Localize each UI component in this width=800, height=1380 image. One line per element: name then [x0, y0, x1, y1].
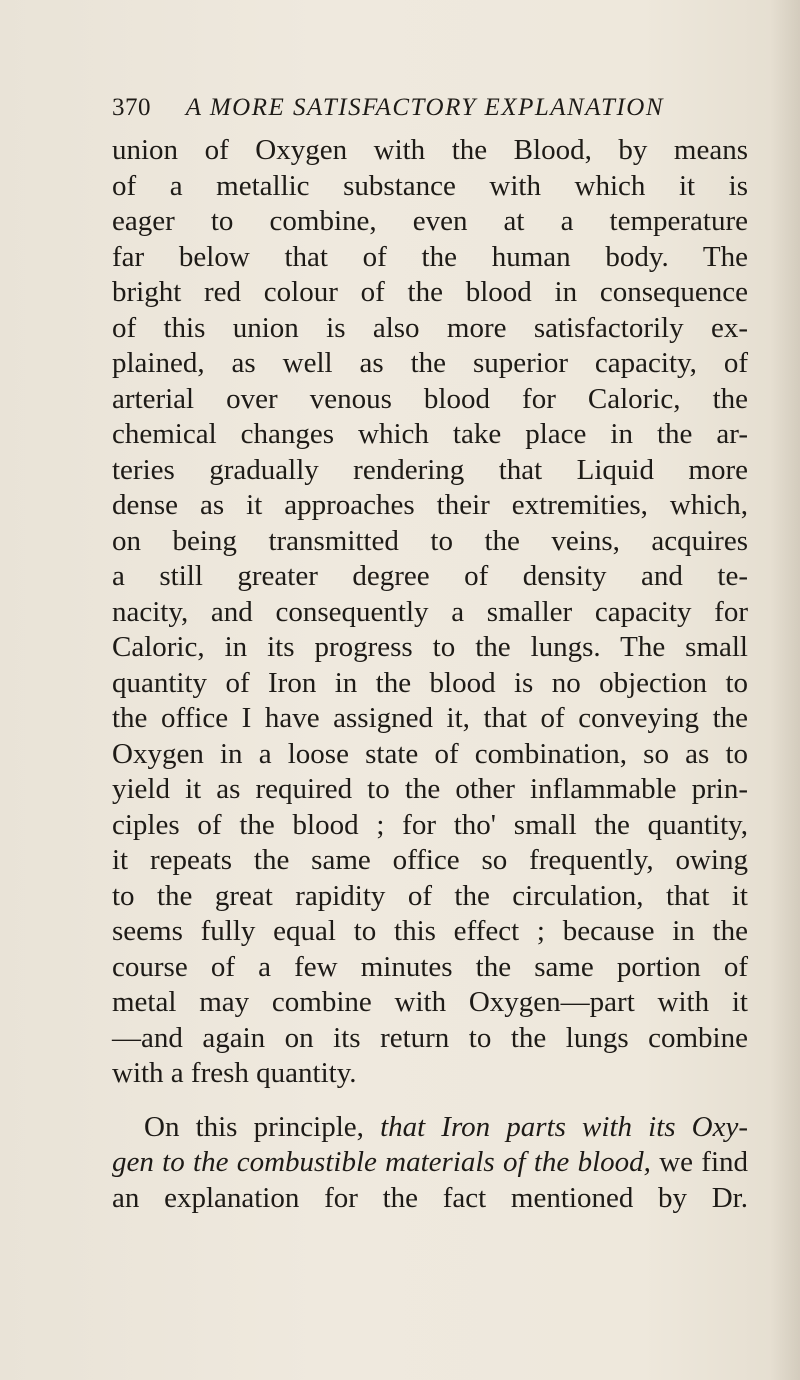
- text-line: to the great rapidity of the circulation, that it: [112, 879, 748, 912]
- page-edge-shadow: [770, 0, 800, 1380]
- text-line: of a metallic substance with which it is: [112, 169, 748, 202]
- text-line: with a fresh quantity.: [112, 1057, 357, 1089]
- text-line: [112, 1110, 748, 1146]
- text-line: it repeats the same office so frequently, owing: [112, 844, 748, 876]
- text-line: of this union is also more satisfactorily ex-: [112, 311, 748, 344]
- paragraph-1: [112, 133, 748, 1092]
- text-line: seems fully equal to this effect ; because in the: [112, 915, 748, 947]
- text-line: union of Oxygen with the Blood, by means: [112, 134, 748, 166]
- text-line: Oxygen in a loose state of combination, so as to: [112, 737, 748, 770]
- text-run: On this principle,: [144, 1110, 364, 1143]
- text-line: the office I have assigned it, that of conveying the: [112, 702, 748, 734]
- text-run: we find: [659, 1146, 749, 1178]
- text-line: plained, as well as the superior capacity, of: [112, 347, 748, 379]
- italic-run: gen to the combustible materials of the blood,: [112, 1146, 651, 1178]
- text-line: dense as it approaches their extremities, which,: [112, 489, 748, 521]
- text-line: far below that of the human body. The: [112, 240, 748, 273]
- text-line: a still greater degree of density and te-: [112, 560, 748, 592]
- text-line: course of a few minutes the same portion of: [112, 950, 748, 983]
- page-number: 370: [112, 94, 151, 121]
- text-line: metal may combine with Oxygen—part with it: [112, 986, 748, 1018]
- text-line: chemical changes which take place in the ar-: [112, 418, 748, 450]
- text-line: Caloric, in its progress to the lungs. The small: [112, 631, 748, 663]
- paragraph-2: [112, 1110, 748, 1217]
- text-line: ciples of the blood ; for tho' small the quantity,: [112, 808, 748, 841]
- text-line: nacity, and consequently a smaller capacity for: [112, 595, 748, 628]
- text-line: eager to combine, even at a temperature: [112, 205, 748, 237]
- text-line: teries gradually rendering that Liquid more: [112, 453, 748, 486]
- text-line: arterial over venous blood for Caloric, the: [112, 382, 748, 415]
- text-line: bright red colour of the blood in consequence: [112, 276, 748, 308]
- page-header: [112, 94, 664, 122]
- italic-run: that Iron parts with its Oxy-: [380, 1110, 749, 1143]
- text-line: yield it as required to the other inflammable prin-: [112, 773, 748, 805]
- body-text: [112, 133, 748, 1216]
- text-line: [112, 1145, 748, 1181]
- text-line: on being transmitted to the veins, acquires: [112, 524, 748, 557]
- running-head: A MORE SATISFACTORY EXPLANATION: [185, 94, 665, 121]
- text-line: quantity of Iron in the blood is no objection to: [112, 666, 748, 699]
- text-line: —and again on its return to the lungs combine: [112, 1021, 748, 1054]
- text-line: an explanation for the fact mentioned by Dr.: [112, 1181, 748, 1214]
